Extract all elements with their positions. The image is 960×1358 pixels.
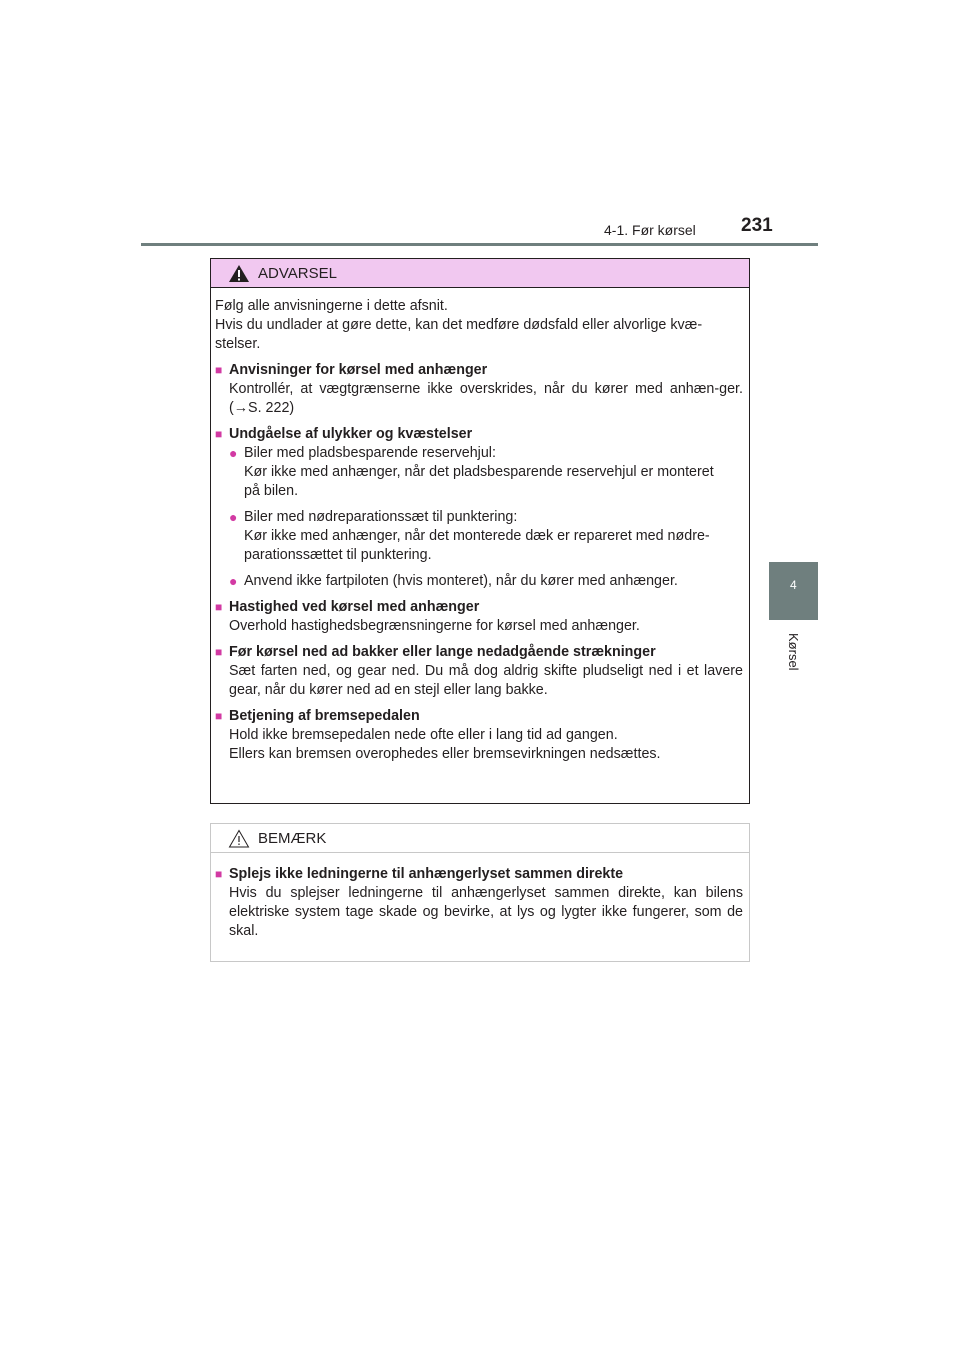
circle-bullet-icon: ● xyxy=(229,573,238,589)
section-heading xyxy=(215,707,743,726)
page-number: 231 xyxy=(741,215,773,236)
list-item-line: på bilen. xyxy=(244,483,299,499)
circle-bullet-icon: ● xyxy=(229,445,238,461)
section-text: Kontrollér, at vægtgrænserne ikke overskrides, når du kører med anhæn-ger. (→S. 222) xyxy=(229,381,743,416)
warning-header xyxy=(211,259,749,288)
chapter-tab-label: Kørsel xyxy=(786,633,801,671)
chapter-tab-number: 4 xyxy=(790,578,797,592)
square-bullet-icon: ■ xyxy=(215,645,223,659)
list-item xyxy=(229,508,743,565)
circle-bullet-icon: ● xyxy=(229,509,238,525)
square-bullet-icon: ■ xyxy=(215,427,223,441)
section-heading xyxy=(215,598,743,617)
section-heading xyxy=(215,425,743,444)
square-bullet-icon: ■ xyxy=(215,363,223,377)
intro-line: Hvis du undlader at gøre dette, kan det medføre dødsfald eller alvorlige kvæ- xyxy=(215,317,703,333)
note-header xyxy=(211,824,749,853)
header-rule xyxy=(141,243,818,246)
section-heading-text: Hastighed ved kørsel med anhænger xyxy=(229,599,480,615)
note-box xyxy=(210,823,750,962)
warning-title: ADVARSEL xyxy=(258,264,337,282)
section-heading-text: Før kørsel ned ad bakker eller lange nedadgående strækninger xyxy=(229,644,656,660)
section-heading-text: Betjening af bremsepedalen xyxy=(229,708,420,724)
list-item-line: parationssættet til punktering. xyxy=(244,547,432,563)
intro-line: Følg alle anvisningerne i dette afsnit. xyxy=(215,298,448,314)
section-text-line: Hold ikke bremsepedalen nede ofte eller i lang tid ad gangen. xyxy=(229,727,618,743)
section-heading-text: Splejs ikke ledningerne til anhængerlyset sammen direkte xyxy=(229,866,624,882)
list-item-line: Kør ikke med anhænger, når det pladsbesparende reservehjul er monteret xyxy=(244,464,714,480)
list-item xyxy=(229,444,743,501)
section-text: Hvis du splejser ledningerne til anhængerlyset sammen direkte, kan bilens elektriske system tage skade og bevirke, at lys og lygter ikke fungerer, som de skal. xyxy=(229,885,743,939)
note-title: BEMÆRK xyxy=(258,829,327,847)
warning-triangle-filled-icon xyxy=(228,264,250,283)
section-heading xyxy=(215,361,743,380)
square-bullet-icon: ■ xyxy=(215,867,223,881)
warning-box xyxy=(210,258,750,804)
list-item-line: Biler med pladsbesparende reservehjul: xyxy=(244,445,496,461)
section-text: Overhold hastighedsbegrænsningerne for kørsel med anhænger. xyxy=(229,618,640,634)
list-item-line: Biler med nødreparationssæt til punktering: xyxy=(244,509,518,525)
section-title: 4-1. Før kørsel xyxy=(604,222,696,238)
section-heading-text: Anvisninger for kørsel med anhænger xyxy=(229,362,488,378)
section-heading xyxy=(215,865,743,884)
intro-line: stelser. xyxy=(215,336,261,352)
section-text: Sæt farten ned, og gear ned. Du må dog aldrig skifte pludseligt ned i et lavere gear, når du kører ned ad en stejl eller lang bakke. xyxy=(229,663,743,698)
square-bullet-icon: ■ xyxy=(215,709,223,723)
section-heading xyxy=(215,643,743,662)
warning-intro xyxy=(215,297,743,354)
list-item-line: Kør ikke med anhænger, når det monterede dæk er repareret med nødre- xyxy=(244,528,710,544)
section-heading-text: Undgåelse af ulykker og kvæstelser xyxy=(229,426,473,442)
warning-body xyxy=(211,288,749,764)
section-text-line: Ellers kan bremsen overophedes eller bremsevirkningen nedsættes. xyxy=(229,746,661,762)
warning-triangle-outline-icon xyxy=(228,829,250,848)
list-item xyxy=(229,572,743,591)
section-text xyxy=(229,726,743,764)
note-body xyxy=(211,853,749,941)
list-item-line: Anvend ikke fartpiloten (hvis monteret), når du kører med anhænger. xyxy=(244,573,678,589)
square-bullet-icon: ■ xyxy=(215,600,223,614)
